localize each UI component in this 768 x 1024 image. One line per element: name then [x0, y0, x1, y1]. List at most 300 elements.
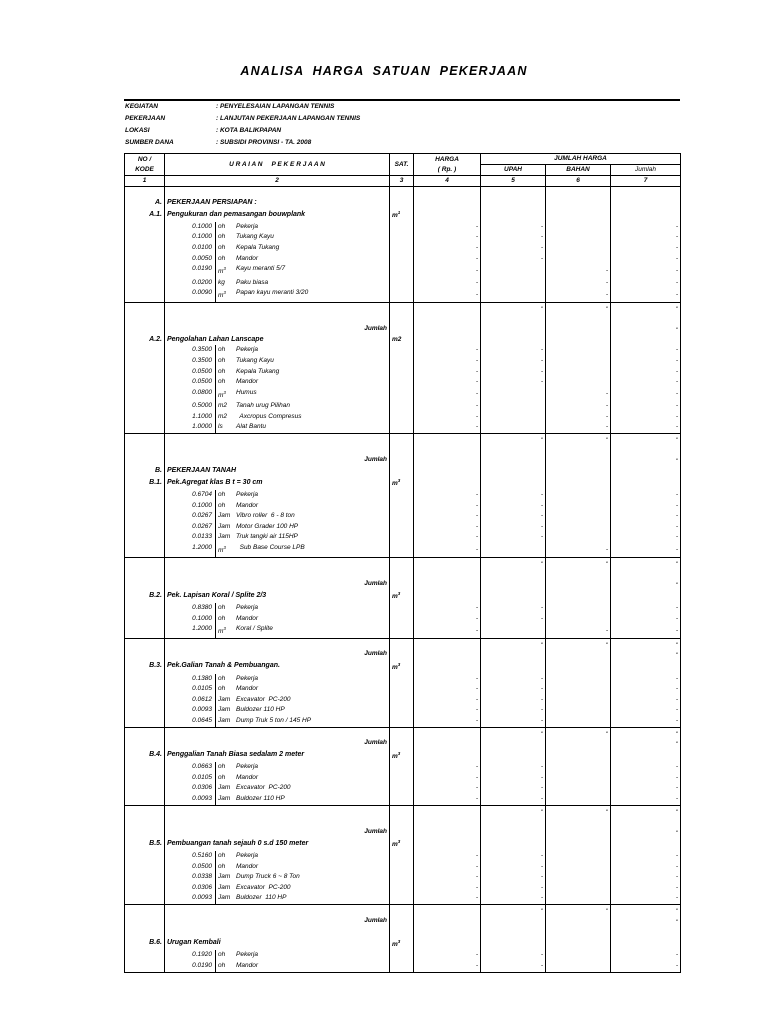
kode-label: B.2.	[149, 591, 162, 599]
bahan-cell	[546, 773, 611, 784]
dash-value: -	[475, 501, 478, 509]
section-title: Pek.Agregat klas B t = 30 cm	[167, 478, 263, 486]
upah-cell	[481, 434, 546, 445]
item-unit-text: oh	[218, 961, 226, 969]
section-row	[125, 208, 681, 222]
bahan-cell	[546, 961, 611, 972]
jumlah-cell	[611, 335, 681, 346]
upah-cell	[481, 377, 546, 388]
sat-cell	[390, 557, 414, 568]
header-harga	[414, 154, 481, 176]
upah-cell	[481, 695, 546, 706]
dash-value: -	[540, 435, 543, 443]
coefficient: 0.0133	[185, 532, 216, 543]
upah-cell	[481, 422, 546, 433]
item-row	[125, 950, 681, 961]
kode-cell	[125, 684, 165, 695]
bahan-cell	[546, 872, 611, 883]
item-unit-text: Jam	[218, 784, 231, 792]
dash-value: -	[540, 674, 543, 682]
dash-value: -	[540, 533, 543, 541]
uraian-cell	[165, 356, 390, 367]
sat-cell	[390, 794, 414, 805]
kode-label: A.1.	[149, 210, 162, 218]
item-unit-text: oh	[218, 674, 226, 682]
item-row	[125, 762, 681, 773]
bahan-cell	[546, 532, 611, 543]
item-name: Humus	[236, 388, 257, 396]
bahan-cell	[546, 254, 611, 265]
dash-value: -	[540, 784, 543, 792]
dash-value: -	[675, 827, 678, 835]
sat-cell	[390, 568, 414, 579]
kode-cell	[125, 264, 165, 278]
sat-cell	[390, 401, 414, 412]
uraian-cell	[165, 198, 390, 209]
dash-value: -	[675, 685, 678, 693]
sat-unit: m	[392, 593, 398, 601]
sat-cell	[390, 501, 414, 512]
harga-cell	[414, 916, 481, 927]
section-row	[125, 335, 681, 346]
item-name: Tanah urug Pilihan	[236, 402, 290, 410]
item-detail	[165, 243, 389, 254]
sat-cell	[390, 783, 414, 794]
item-detail	[165, 794, 389, 805]
item-detail	[165, 543, 389, 557]
uraian-cell	[165, 579, 390, 590]
jumlah-cell	[611, 926, 681, 937]
sat-cell	[390, 727, 414, 738]
sat-superscript: 3	[397, 750, 401, 756]
dash-value: -	[475, 278, 478, 286]
item-row	[125, 674, 681, 685]
item-name: Sub Base Course LPB	[236, 544, 305, 551]
jumlah-cell	[611, 695, 681, 706]
kode-cell	[125, 388, 165, 402]
item-unit-text: Jam	[218, 512, 231, 520]
sat-cell	[390, 937, 414, 951]
jumlah-label: Jumlah	[364, 456, 387, 464]
item-unit	[216, 243, 234, 254]
upah-cell	[481, 805, 546, 816]
dash-value: -	[675, 501, 678, 509]
item-row	[125, 501, 681, 512]
col-number: 4	[414, 176, 481, 187]
upah-cell	[481, 862, 546, 873]
jumlah-cell	[611, 532, 681, 543]
upah-cell	[481, 727, 546, 738]
dash-value: -	[675, 325, 678, 333]
item-row	[125, 684, 681, 695]
upah-cell	[481, 660, 546, 674]
harga-cell	[414, 589, 481, 603]
kode-cell	[125, 579, 165, 590]
jumlah-cell	[611, 243, 681, 254]
jumlah-cell	[611, 445, 681, 456]
dash-value: -	[675, 303, 678, 311]
harga-cell	[414, 674, 481, 685]
uraian-cell	[165, 335, 390, 346]
jumlah-cell	[611, 511, 681, 522]
sat-superscript: 3	[397, 591, 401, 597]
sat-cell	[390, 445, 414, 456]
kode-cell	[125, 916, 165, 927]
sat-superscript: 3	[397, 478, 401, 484]
sat-cell	[390, 695, 414, 706]
coefficient: 0.0090	[185, 288, 216, 302]
kode-cell	[125, 773, 165, 784]
dash-value: -	[475, 346, 478, 354]
coefficient: 0.0093	[185, 705, 216, 716]
item-unit-text: oh	[218, 951, 226, 959]
coefficient: 0.0306	[185, 783, 216, 794]
dash-value: -	[540, 695, 543, 703]
kode-cell	[125, 476, 165, 490]
upah-cell	[481, 926, 546, 937]
item-name: Kepala Tukang	[236, 367, 280, 375]
upah-cell	[481, 568, 546, 579]
jumlah-cell	[611, 603, 681, 614]
kode-cell	[125, 254, 165, 265]
coefficient: 0.8380	[185, 603, 216, 614]
sat-cell	[390, 816, 414, 827]
coefficient: 0.1000	[185, 501, 216, 512]
item-detail	[165, 695, 389, 706]
harga-cell	[414, 851, 481, 862]
item-row	[125, 278, 681, 289]
kode-cell	[125, 695, 165, 706]
harga-cell	[414, 727, 481, 738]
bahan-cell	[546, 684, 611, 695]
kode-cell	[125, 893, 165, 904]
item-row	[125, 961, 681, 972]
dash-value: -	[605, 412, 608, 420]
item-unit	[216, 278, 234, 289]
bahan-cell	[546, 264, 611, 278]
coefficient: 0.5160	[185, 851, 216, 862]
dash-value: -	[605, 290, 608, 298]
item-unit-text: m	[218, 628, 224, 636]
coefficient: 0.0190	[185, 264, 216, 278]
dash-value: -	[605, 558, 608, 566]
jumlah-row	[125, 324, 681, 335]
sat-cell	[390, 412, 414, 423]
bahan-cell	[546, 445, 611, 456]
dash-value: -	[475, 545, 478, 553]
bahan-cell	[546, 434, 611, 445]
dash-value: -	[605, 728, 608, 736]
subtotal-row	[125, 727, 681, 738]
col-number: 1	[125, 176, 165, 187]
item-name: Vibro roller 6 - 8 ton	[236, 512, 295, 520]
sat-cell	[390, 434, 414, 445]
uraian-cell	[165, 872, 390, 883]
item-unit-text: oh	[218, 852, 226, 860]
sat-cell	[390, 476, 414, 490]
header-uraian: U R A I A N P E K E R J A A N	[165, 154, 390, 176]
section-title: Pengolahan Lahan Lanscape	[167, 335, 264, 343]
upah-cell	[481, 705, 546, 716]
uraian-cell	[165, 905, 390, 916]
bahan-cell	[546, 377, 611, 388]
sat-cell	[390, 649, 414, 660]
kode-label: B.5.	[149, 839, 162, 847]
kode-cell	[125, 862, 165, 873]
bahan-cell	[546, 589, 611, 603]
jumlah-cell	[611, 254, 681, 265]
harga-cell	[414, 490, 481, 501]
harga-cell	[414, 264, 481, 278]
uraian-cell	[165, 302, 390, 313]
bahan-cell	[546, 222, 611, 233]
uraian-cell	[165, 695, 390, 706]
item-unit-text: oh	[218, 773, 226, 781]
col-number: 6	[546, 176, 611, 187]
section-title: PEKERJAAN PERSIAPAN :	[167, 198, 257, 206]
item-unit-text: oh	[218, 763, 226, 771]
jumlah-cell	[611, 624, 681, 638]
item-unit-text: Jam	[218, 522, 231, 530]
harga-cell	[414, 377, 481, 388]
kode-cell	[125, 649, 165, 660]
dash-value: -	[605, 906, 608, 913]
dash-value: -	[475, 614, 478, 622]
upah-cell	[481, 455, 546, 466]
item-unit	[216, 543, 234, 557]
sat-cell	[390, 222, 414, 233]
upah-cell	[481, 288, 546, 302]
sat-cell	[390, 961, 414, 972]
dash-value: -	[675, 222, 678, 230]
bahan-cell	[546, 568, 611, 579]
item-row	[125, 695, 681, 706]
item-unit-text: Jam	[218, 695, 231, 703]
dash-value: -	[675, 346, 678, 354]
section-title: Penggalian Tanah Biasa sedalam 2 meter	[167, 751, 305, 759]
item-unit	[216, 222, 234, 233]
item-unit-text: oh	[218, 222, 226, 230]
dash-value: -	[675, 254, 678, 262]
item-name: Pekerja	[236, 674, 259, 682]
dash-value: -	[675, 639, 678, 647]
dash-value: -	[675, 916, 678, 924]
sat-cell	[390, 684, 414, 695]
coefficient: 0.0500	[185, 862, 216, 873]
harga-cell	[414, 738, 481, 749]
uraian-cell	[165, 589, 390, 603]
dash-value: -	[675, 233, 678, 241]
upah-cell	[481, 827, 546, 838]
dash-value: -	[605, 806, 608, 814]
item-unit-text: oh	[218, 862, 226, 870]
jumlah-row	[125, 579, 681, 590]
upah-cell	[481, 738, 546, 749]
uraian-cell	[165, 916, 390, 927]
upah-cell	[481, 893, 546, 904]
kode-cell	[125, 837, 165, 851]
item-row	[125, 254, 681, 265]
kode-cell	[125, 532, 165, 543]
jumlah-cell	[611, 783, 681, 794]
bahan-cell	[546, 916, 611, 927]
section-row	[125, 589, 681, 603]
dash-value: -	[475, 852, 478, 860]
sat-cell	[390, 773, 414, 784]
subtotal-row	[125, 638, 681, 649]
coefficient: 0.0100	[185, 243, 216, 254]
kode-cell	[125, 232, 165, 243]
sat-unit: m	[392, 212, 398, 220]
harga-cell	[414, 603, 481, 614]
item-name: Mandor	[236, 501, 259, 509]
info-value: : PENYELESAIAN LAPANGAN TENNIS	[216, 103, 335, 110]
sat-cell	[390, 749, 414, 763]
harga-cell	[414, 434, 481, 445]
item-unit	[216, 893, 234, 904]
item-unit-text: Jam	[218, 873, 231, 881]
kode-label: B.1.	[149, 478, 162, 486]
item-unit	[216, 345, 234, 356]
jumlah-cell	[611, 716, 681, 727]
upah-cell	[481, 614, 546, 625]
dash-value: -	[605, 639, 608, 647]
kode-cell	[125, 302, 165, 313]
jumlah-cell	[611, 805, 681, 816]
dash-value: -	[605, 278, 608, 286]
uraian-cell	[165, 851, 390, 862]
blank-row	[125, 187, 681, 198]
dash-value: -	[675, 852, 678, 860]
dash-value: -	[675, 579, 678, 587]
dash-value: -	[475, 685, 478, 693]
item-row	[125, 264, 681, 278]
item-name: Truk tangki air 115HP	[236, 533, 298, 541]
item-detail	[165, 783, 389, 794]
dash-value: -	[675, 883, 678, 891]
uraian-cell	[165, 624, 390, 638]
jumlah-cell	[611, 198, 681, 209]
item-name: Mandor	[236, 773, 259, 781]
item-unit	[216, 716, 234, 727]
kode-cell	[125, 288, 165, 302]
dash-value: -	[540, 614, 543, 622]
dash-value: -	[475, 254, 478, 262]
uraian-cell	[165, 883, 390, 894]
sat-cell	[390, 893, 414, 904]
harga-cell	[414, 314, 481, 325]
item-unit	[216, 783, 234, 794]
harga-cell	[414, 466, 481, 477]
item-row	[125, 614, 681, 625]
item-name: Pekerja	[236, 852, 259, 860]
harga-cell	[414, 455, 481, 466]
harga-cell	[414, 827, 481, 838]
dash-value: -	[475, 883, 478, 891]
dash-value: -	[475, 763, 478, 771]
item-detail	[165, 490, 389, 501]
upah-cell	[481, 445, 546, 456]
dash-value: -	[675, 773, 678, 781]
bahan-cell	[546, 805, 611, 816]
harga-cell	[414, 302, 481, 313]
harga-cell	[414, 660, 481, 674]
jumlah-cell	[611, 872, 681, 883]
subtotal-row	[125, 805, 681, 816]
item-unit	[216, 624, 234, 638]
upah-cell	[481, 783, 546, 794]
item-row	[125, 783, 681, 794]
item-detail	[165, 367, 389, 378]
item-row	[125, 367, 681, 378]
kode-cell	[125, 716, 165, 727]
harga-cell	[414, 862, 481, 873]
sat-cell	[390, 883, 414, 894]
jumlah-cell	[611, 961, 681, 972]
upah-cell	[481, 749, 546, 763]
coefficient: 0.0645	[185, 716, 216, 727]
coefficient: 0.0306	[185, 883, 216, 894]
dash-value: -	[605, 303, 608, 311]
uraian-cell	[165, 314, 390, 325]
dash-value: -	[540, 512, 543, 520]
dash-value: -	[475, 390, 478, 398]
header-kode-label: KODE	[135, 165, 154, 173]
uraian-cell	[165, 773, 390, 784]
uraian-cell	[165, 422, 390, 433]
item-row	[125, 412, 681, 423]
upah-cell	[481, 937, 546, 951]
item-row	[125, 222, 681, 233]
item-detail	[165, 288, 389, 302]
uraian-cell	[165, 794, 390, 805]
dash-value: -	[675, 378, 678, 386]
harga-cell	[414, 695, 481, 706]
sat-cell	[390, 805, 414, 816]
jumlah-cell	[611, 490, 681, 501]
subtotal-row	[125, 302, 681, 313]
kode-cell	[125, 660, 165, 674]
jumlah-row	[125, 649, 681, 660]
header-upah: UPAH	[481, 165, 546, 176]
dash-value: -	[540, 906, 543, 913]
bahan-cell	[546, 674, 611, 685]
item-name: Tukang Kayu	[236, 356, 274, 364]
bahan-cell	[546, 716, 611, 727]
kode-label: A.	[155, 198, 162, 206]
item-detail	[165, 883, 389, 894]
kode-cell	[125, 314, 165, 325]
dash-value: -	[675, 784, 678, 792]
section-row	[125, 837, 681, 851]
item-unit	[216, 232, 234, 243]
bahan-cell	[546, 783, 611, 794]
dash-value: -	[540, 558, 543, 566]
harga-cell	[414, 883, 481, 894]
uraian-cell	[165, 222, 390, 233]
harga-cell	[414, 324, 481, 335]
harga-cell	[414, 522, 481, 533]
bahan-cell	[546, 614, 611, 625]
kode-cell	[125, 805, 165, 816]
dash-value: -	[675, 961, 678, 969]
header-jumlah-harga: JUMLAH HARGA	[481, 154, 681, 165]
uraian-cell	[165, 412, 390, 423]
section-title: Urugan Kembali	[167, 939, 221, 947]
jumlah-cell	[611, 883, 681, 894]
title-rule	[124, 99, 680, 101]
uraian-cell	[165, 603, 390, 614]
